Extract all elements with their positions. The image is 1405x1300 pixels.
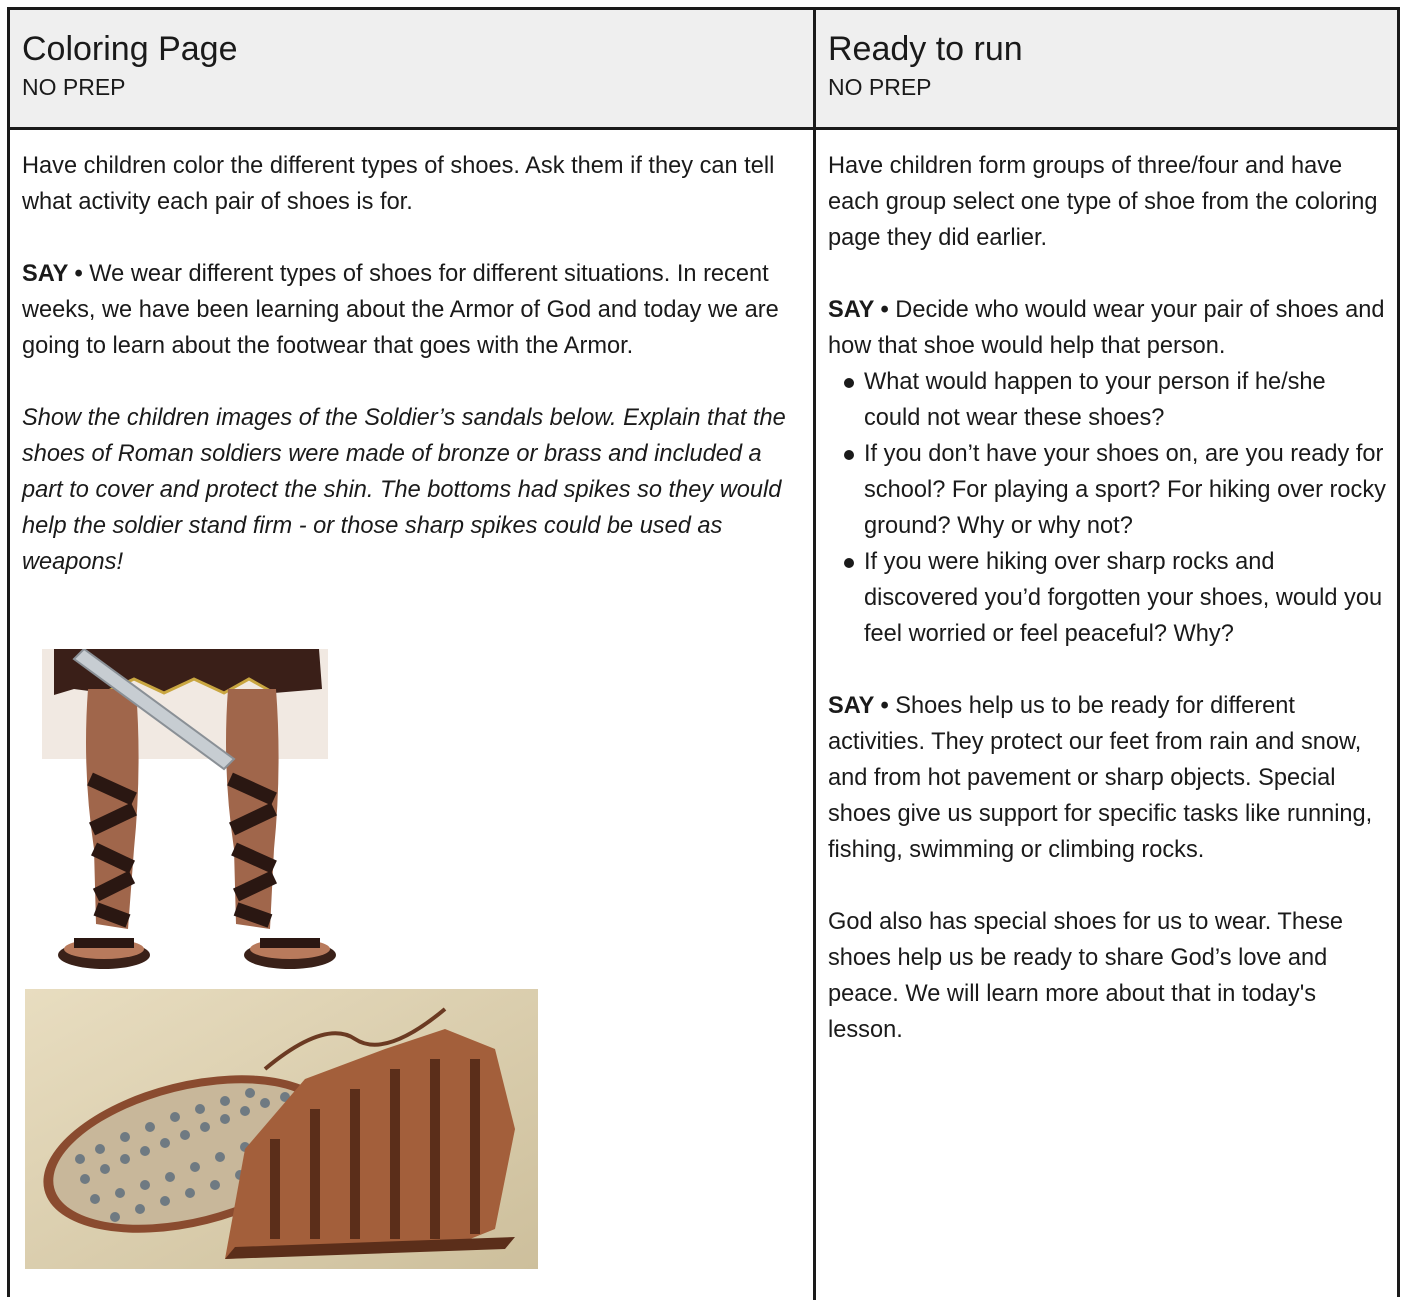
coloring-page-cell	[22, 148, 802, 580]
table-header-row	[10, 10, 1397, 130]
coloring-page-header	[22, 28, 237, 103]
lesson-table	[7, 7, 1400, 1297]
say-label: SAY •	[828, 693, 889, 719]
ready-say-paragraph-1	[828, 292, 1388, 364]
column-divider	[813, 10, 816, 1300]
list-item: If you were hiking over sharp rocks and discovered you’d forgotten your shoes, would you feel worried or feel peaceful? Why?	[864, 544, 1388, 652]
ready-closing: God also has special shoes for us to wear. These shoes help us be ready to share God’s love and peace. We will learn more about that in today's lesson.	[828, 909, 1343, 1043]
list-item: If you don’t have your shoes on, are you ready for school? For playing a sport? For hiking over rocky ground? Why or why not?	[864, 436, 1388, 544]
coloring-instruction: Show the children images of the Soldier’s sandals below. Explain that the shoes of Roman soldiers were made of bronze or brass and included a part to cover and protect the shin. The bottoms had spikes so they would help the soldier stand firm - or those sharp spikes could be used as weapons!	[22, 405, 786, 575]
ready-to-run-title: Ready to run	[828, 30, 1023, 68]
discussion-question-list	[828, 364, 1388, 652]
ready-to-run-header	[828, 28, 1023, 103]
roman-caligae-photo	[25, 989, 538, 1269]
coloring-page-subtitle: NO PREP	[22, 74, 126, 100]
say-label: SAY •	[828, 297, 889, 323]
coloring-intro: Have children color the different types of shoes. Ask them if they can tell what activity each pair of shoes is for.	[22, 153, 775, 215]
say-text: Decide who would wear your pair of shoes and how that shoe would help that person.	[828, 297, 1385, 359]
ready-to-run-cell	[828, 148, 1388, 1048]
list-item: What would happen to your person if he/she could not wear these shoes?	[864, 364, 1388, 436]
say-text: Shoes help us to be ready for different activities. They protect our feet from rain and snow, and from hot pavement or sharp objects. Special shoes give us support for specific tasks like running, fishing, swimming or climbing rocks.	[828, 693, 1373, 863]
ready-to-run-subtitle: NO PREP	[828, 74, 932, 100]
say-text: We wear different types of shoes for different situations. In recent weeks, we have been learning about the Armor of God and today we are going to learn about the footwear that goes with the Armor.	[22, 261, 779, 359]
coloring-page-title: Coloring Page	[22, 30, 238, 68]
ready-intro: Have children form groups of three/four and have each group select one type of shoe from the coloring page they did earlier.	[828, 153, 1378, 251]
soldier-sandals-photo	[24, 649, 342, 976]
ready-say-paragraph-2	[828, 688, 1388, 868]
coloring-say-paragraph	[22, 256, 802, 364]
say-label: SAY •	[22, 261, 83, 287]
